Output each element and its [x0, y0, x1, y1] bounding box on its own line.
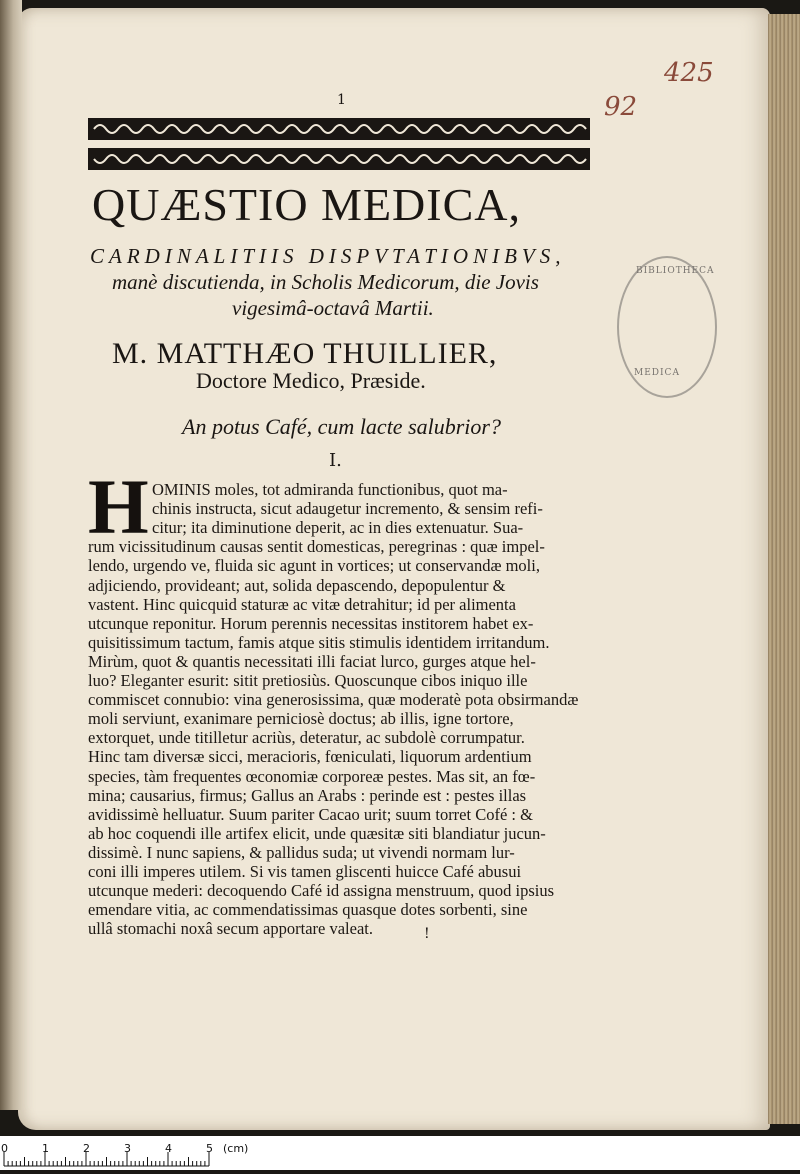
body-line: extorquet, unde titilletur acriùs, deteratur, ac subdolè corrumpatur.	[88, 728, 525, 748]
subtitle-line-1: CARDINALITIIS DISPVTATIONIBVS,	[90, 244, 566, 268]
body-line: rum vicissitudinum causas sentit domesticas, peregrinas : quæ impel-	[88, 537, 545, 557]
body-line: species, tàm frequentes œconomiæ corporeæ pestes. Mas sit, an fœ-	[88, 766, 536, 786]
body-line: utcunque reponitur. Horum perennis necessitas institorem habet ex-	[88, 613, 534, 633]
ruler-ticks	[0, 1136, 800, 1170]
ruler-label: 2	[83, 1142, 90, 1155]
body-line: luo? Eleganter esurit: sitit pretiosiùs. Quoscunque cibos iniquo ille	[88, 671, 528, 690]
body-line: lendo, urgendo ve, fluida sic agunt in vortices; ut conservandæ moli,	[88, 556, 540, 576]
ruler-label: 3	[124, 1142, 131, 1155]
ruler-label: 1	[42, 1142, 49, 1155]
body-line: coni illi imperes utilem. Si vis tamen gliscenti huicce Café abusui	[88, 862, 522, 881]
praeses-title: Doctore Medico, Præside.	[196, 368, 426, 393]
handwritten-folio: 92	[604, 92, 638, 122]
body-line: chinis instructa, sicut adaugetur incremento, & sensim refi-	[152, 499, 543, 519]
document-title: QUÆSTIO MEDICA,	[92, 179, 521, 230]
praeses-name: M. MATTHÆO THUILLIER,	[112, 337, 498, 370]
ornament-band-bottom	[88, 148, 590, 170]
scale-ruler	[0, 1136, 800, 1170]
page-number: 1	[337, 92, 346, 108]
stamp-text-bottom: MEDICA	[634, 368, 680, 378]
ruler-label: 0	[1, 1142, 8, 1155]
body-line: mina; causarius, firmus; Gallus an Arabs : perinde est : pestes illas	[88, 785, 527, 805]
ornament-band-top	[88, 118, 590, 140]
body-line: ullâ stomachi noxâ secum apportare valeat.	[88, 919, 373, 939]
subtitle-line-2: manè discutienda, in Scholis Medicorum, die Jovis	[112, 270, 539, 294]
question-heading: An potus Café, cum lacte salubrior?	[182, 414, 501, 439]
body-line: Mirùm, quot & quantis necessitati illi faciat lurco, gurges atque hel-	[88, 651, 536, 671]
handwritten-note: 425	[664, 58, 714, 88]
body-line: quisitissimum tactum, famis atque sitis stimulis identidem irritandum.	[88, 632, 550, 652]
body-line: adjiciendo, provideant; aut, solida depascendo, depopulentur &	[88, 575, 506, 595]
body-line: ab hoc coquendi ille artifex elicit, unde quæsitæ siti blandiatur jucun-	[88, 823, 546, 843]
ruler-label: (cm)	[223, 1142, 249, 1155]
body-line: OMINIS moles, tot admiranda functionibus, quot ma-	[152, 480, 508, 499]
stamp-text-top: BIBLIOTHECA	[636, 266, 715, 276]
ruler-label: 4	[165, 1142, 172, 1155]
body-line: commiscet connubio: vina generosissima, quæ moderatè pota obsirmandæ	[88, 690, 579, 710]
body-line: dissimè. I nunc sapiens, & pallidus suda; ut vivendi normam lur-	[88, 842, 515, 862]
ruler-label: 5	[206, 1142, 213, 1155]
body-line: moli serviunt, exanimare perniciosè doctus; ab illis, igne tortore,	[88, 709, 514, 729]
page-edges	[768, 14, 800, 1124]
body-line: Hinc tam diversæ sicci, meracioris, fœniculati, liquorum ardentium	[88, 747, 532, 767]
subtitle-line-3: vigesimâ-octavâ Martii.	[232, 296, 434, 320]
body-line: citur; ita diminutione deperit, ac in dies extenuatur. Sua-	[152, 518, 524, 538]
section-number: I.	[329, 450, 342, 471]
body-line: avidissimè helluatur. Suum pariter Cacao urit; suum torret Cofé : &	[88, 804, 533, 824]
book-gutter	[0, 0, 22, 1110]
body-line: utcunque mederi: decoquendo Café id assigna menstruum, quod ipsius	[88, 881, 555, 901]
body-line: vastent. Hinc quicquid staturæ ac vitæ detrahitur; id per alimenta	[88, 594, 516, 614]
body-line: emendare vitia, ac commendatissimas quasque dotes sorbenti, sine	[88, 900, 528, 920]
drop-capital: H	[88, 463, 149, 550]
catchword: !	[424, 926, 430, 942]
